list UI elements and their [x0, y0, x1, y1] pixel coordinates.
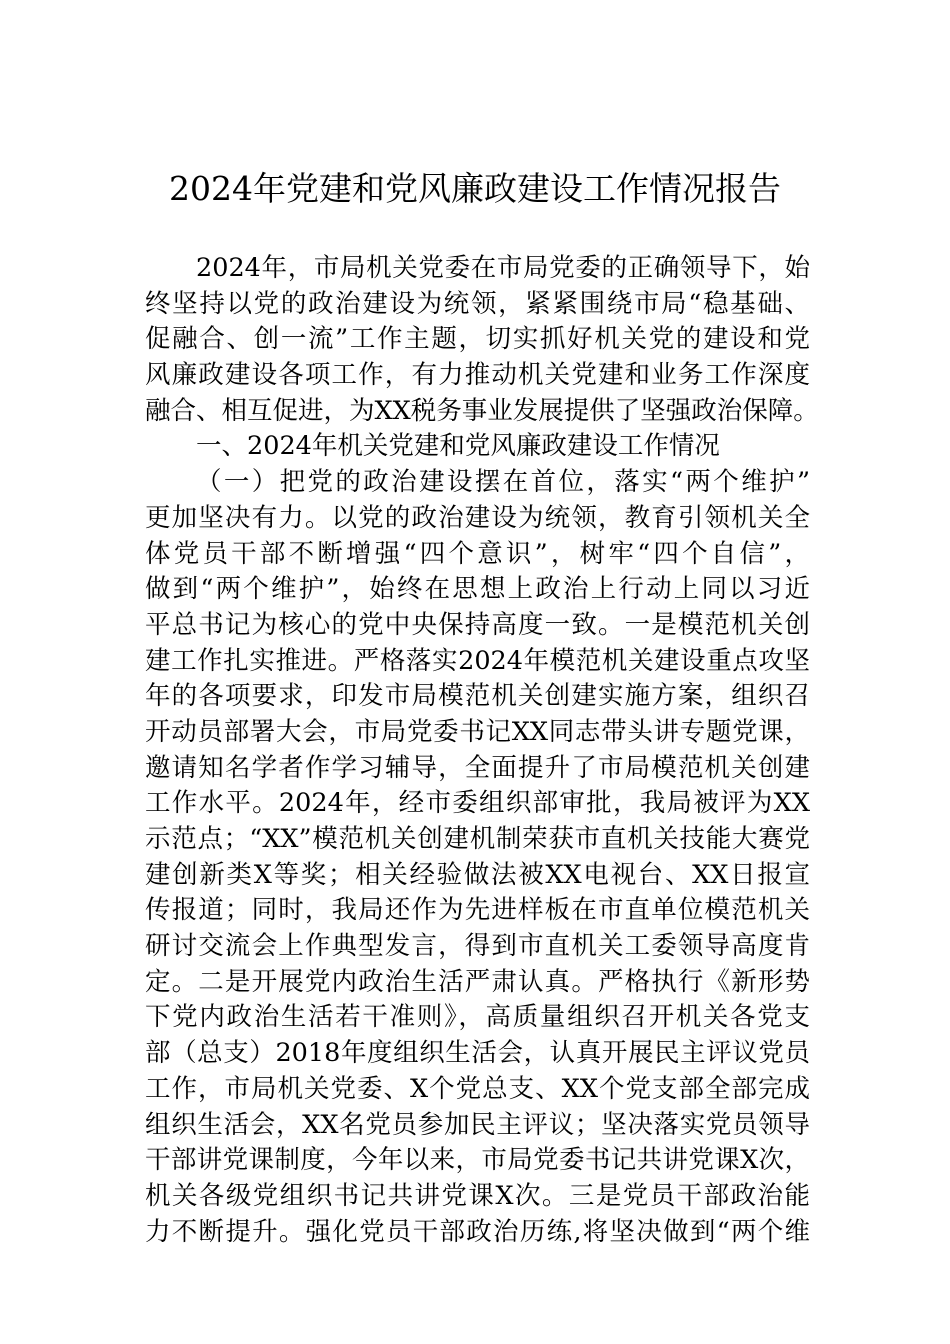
paragraph-line: 建创新类X等奖；相关经验做法被XX电视台、XX日报宣 — [145, 859, 810, 890]
paragraph-line: 定。二是开展党内政治生活严肃认真。严格执行《新形势 — [145, 966, 810, 997]
paragraph-line: 传报道；同时，我局还作为先进样板在市直单位模范机关 — [145, 895, 810, 926]
paragraph-line: 融合、相互促进，为XX税务事业发展提供了坚强政治保障。 — [145, 395, 819, 426]
paragraph-line: 更加坚决有力。以党的政治建设为统领，教育引领机关全 — [145, 502, 810, 533]
paragraph-line: 邀请知名学者作学习辅导，全面提升了市局模范机关创建 — [145, 752, 810, 783]
paragraph-line: 工作，市局机关党委、X个党总支、XX个党支部全部完成 — [145, 1073, 810, 1104]
paragraph-line: 年的各项要求，印发市局模范机关创建实施方案，组织召 — [145, 681, 810, 712]
paragraph-line: 组织生活会，XX名党员参加民主评议；坚决落实党员领导 — [145, 1109, 810, 1140]
document-title: 2024年党建和党风廉政建设工作情况报告 — [169, 169, 781, 208]
paragraph-line: 部（总支）2018年度组织生活会，认真开展民主评议党员 — [145, 1038, 810, 1069]
paragraph-line: 干部讲党课制度，今年以来，市局党委书记共讲党课X次， — [145, 1145, 810, 1176]
paragraph-line: 开动员部署大会，市局党委书记XX同志带头讲专题党课， — [145, 716, 810, 747]
paragraph-line: 机关各级党组织书记共讲党课X次。三是党员干部政治能 — [145, 1180, 810, 1211]
document-body — [145, 251, 819, 1250]
paragraph-line: 工作水平。2024年，经市委组织部审批，我局被评为XX — [145, 788, 810, 819]
paragraph-line: 研讨交流会上作典型发言，得到市直机关工委领导高度肯 — [145, 931, 810, 962]
paragraph-line: 下党内政治生活若干准则》，高质量组织召开机关各党支 — [145, 1002, 810, 1033]
paragraph-line: 体党员干部不断增强“四个意识”，树牢“四个自信”， — [145, 538, 810, 569]
paragraph-line: 建工作扎实推进。严格落实2024年模范机关建设重点攻坚 — [145, 645, 810, 676]
paragraph-line: 平总书记为核心的党中央保持高度一致。一是模范机关创 — [145, 609, 810, 640]
paragraph-line: 示范点；“XX”模范机关创建机制荣获市直机关技能大赛党 — [145, 824, 810, 854]
section-heading: 一、2024年机关党建和党风廉政建设工作情况 — [196, 431, 720, 462]
paragraph-line: （一）把党的政治建设摆在首位，落实“两个维护” — [196, 467, 810, 498]
paragraph-line: 做到“两个维护”，始终在思想上政治上行动上同以习近 — [145, 574, 810, 605]
paragraph-line: 促融合、创一流”工作主题，切实抓好机关党的建设和党 — [145, 324, 810, 355]
paragraph-line: 终坚持以党的政治建设为统领，紧紧围绕市局“稳基础、 — [145, 288, 810, 319]
paragraph-line: 力不断提升。强化党员干部政治历练,将坚决做到“两个维 — [145, 1216, 810, 1247]
paragraph-line: 风廉政建设各项工作，有力推动机关党建和业务工作深度 — [145, 360, 810, 391]
paragraph-line: 2024年，市局机关党委在市局党委的正确领导下，始 — [196, 253, 810, 283]
